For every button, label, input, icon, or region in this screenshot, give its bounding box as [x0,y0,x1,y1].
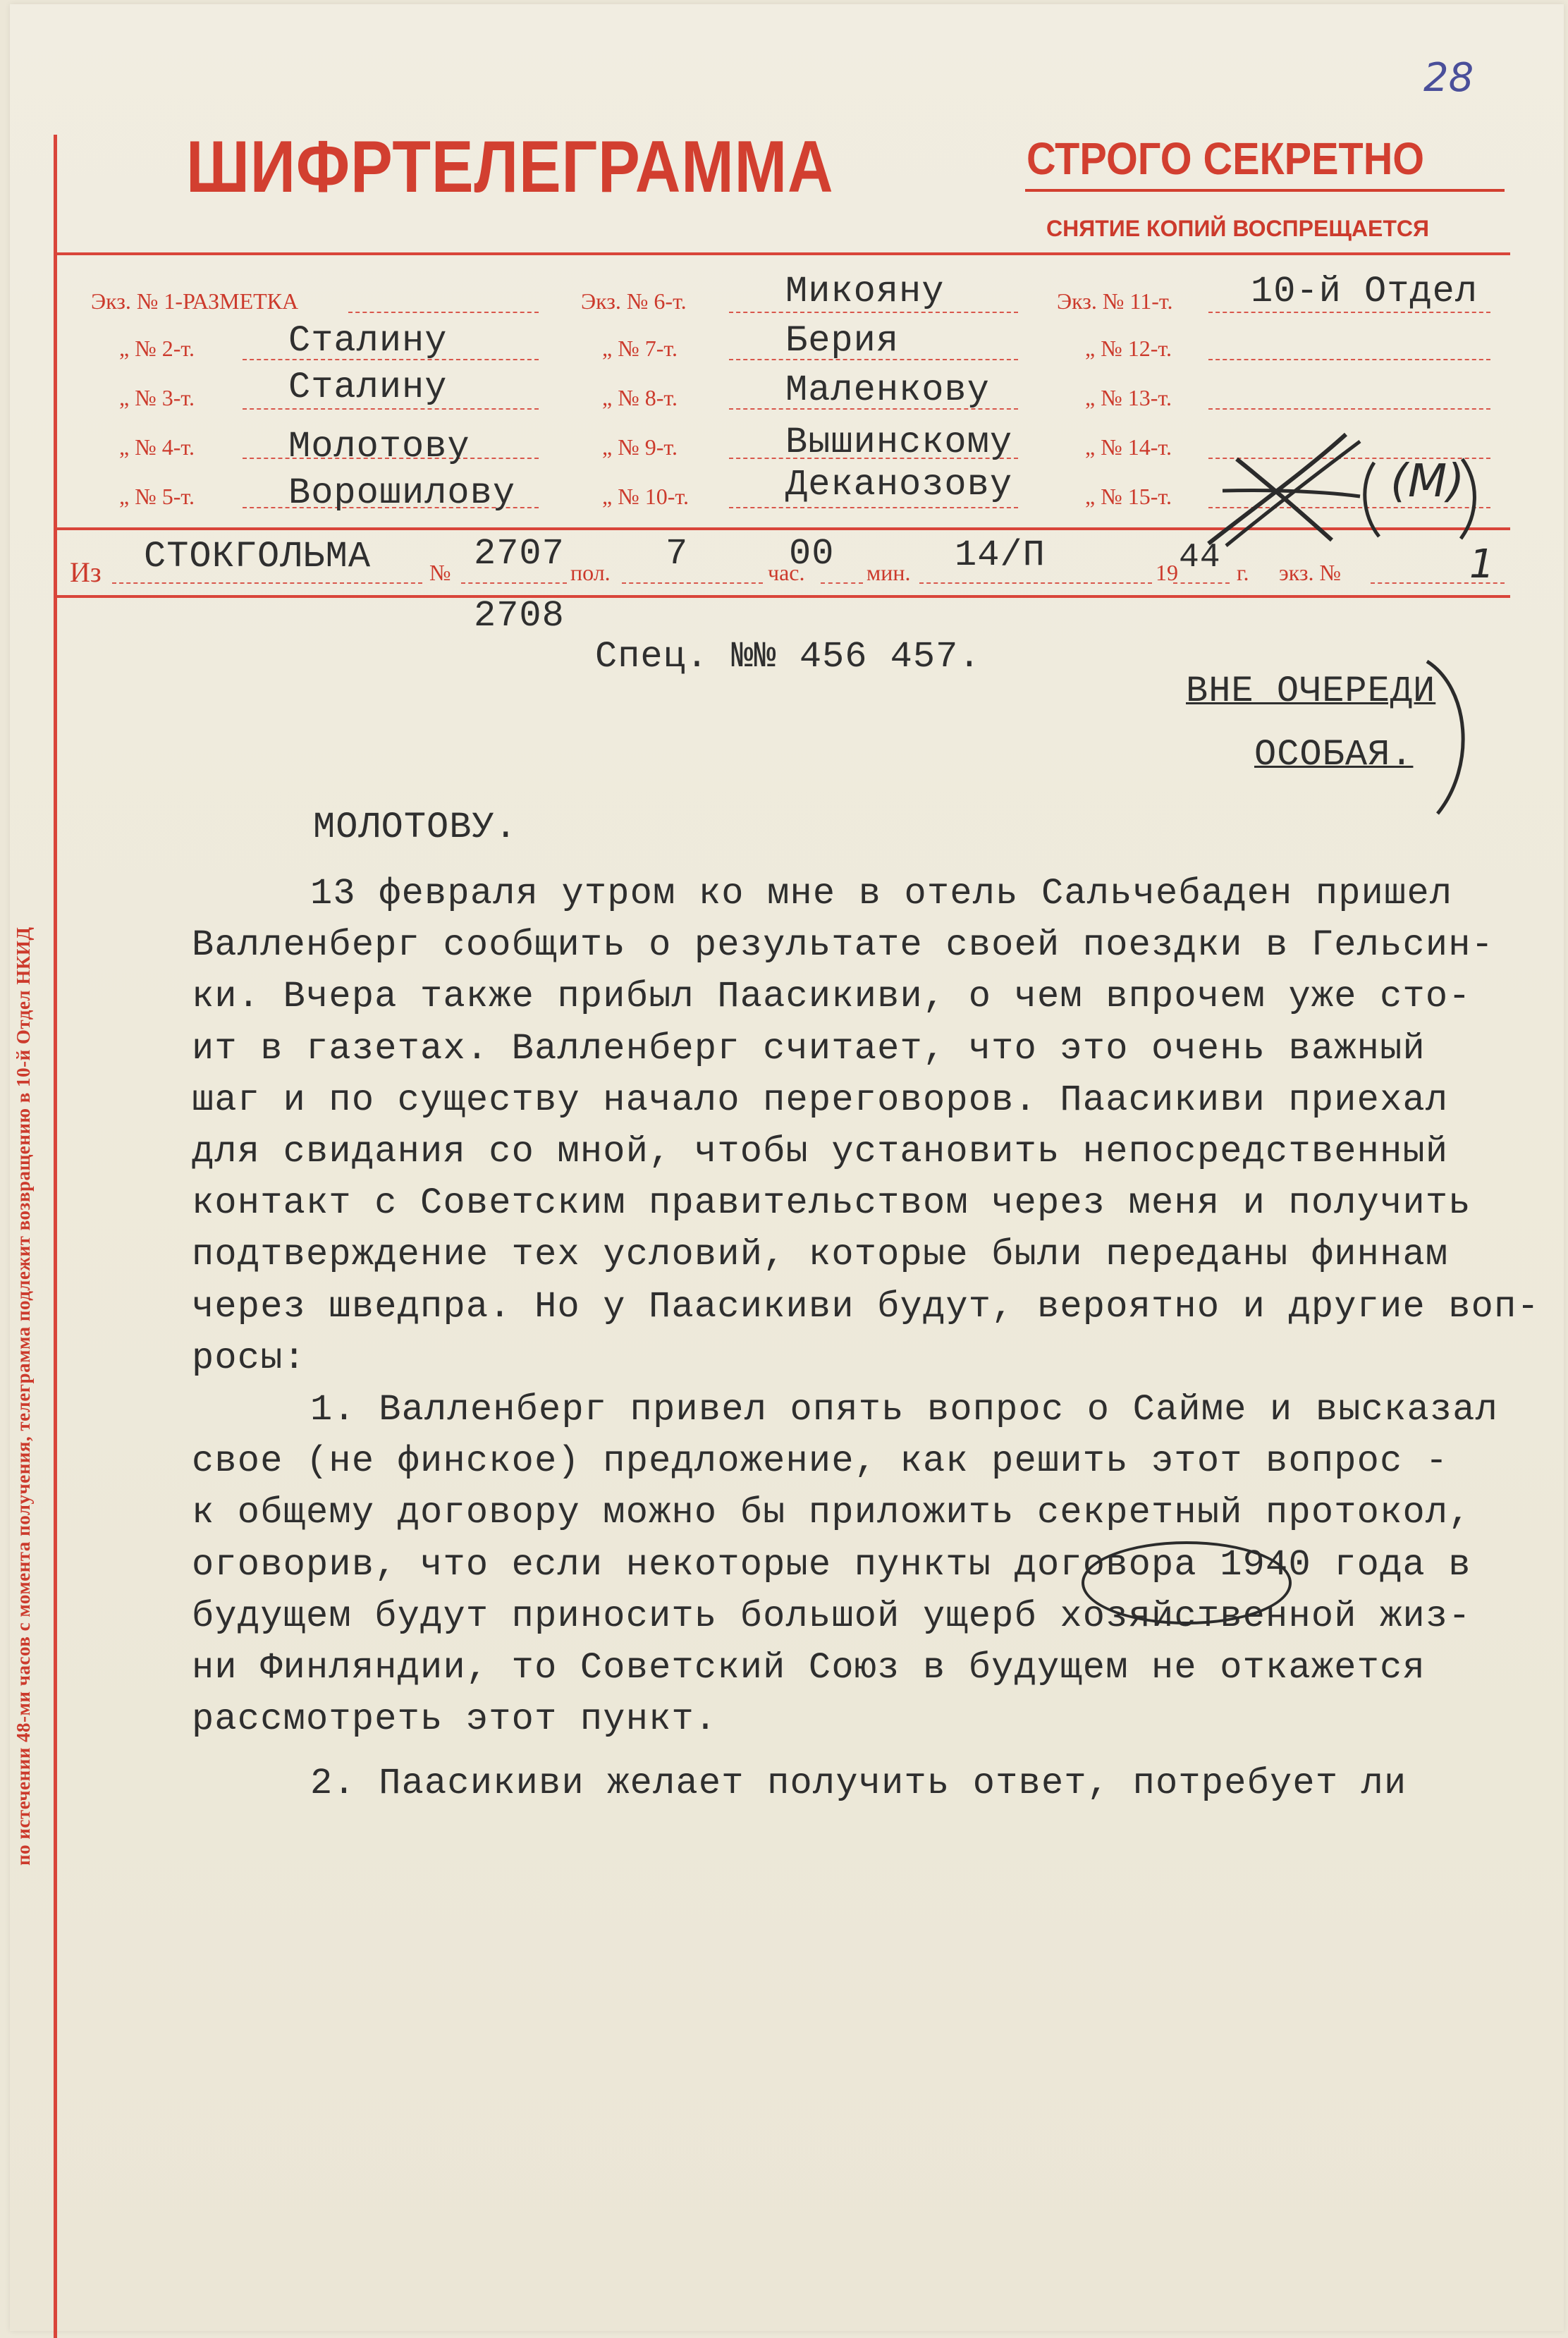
body-line: для свидания со мной, чтобы установить непосредственный [192,1131,1449,1173]
fill-line [348,312,539,313]
body-line: рассмотреть этот пункт. [192,1699,718,1741]
body-line: будущем будут приносить большой ущерб хозяйственной жиз- [192,1595,1471,1637]
margin-return-notice: по истечении 48-ми часов с момента получения, телеграмма подлежит возвращению в 10-й Отдел НКИД [13,926,34,1866]
copy-label: „ № 2-т. [119,336,195,361]
year-value: 44 [1179,539,1221,577]
telegram-body [192,868,1540,1810]
copy-label: „ № 12-т. [1085,336,1172,361]
recipient: Ворошилову [288,472,516,514]
handwritten-bracket-icon [1420,653,1483,822]
body-line: ит в газетах. Валленберг считает, что это очень важный [192,1027,1426,1070]
recipient: Вышинскому [785,422,1013,463]
copy-label: „ № 5-т. [119,484,195,509]
fill-line [243,408,539,410]
recipient: Маленкову [785,369,990,411]
copy-prohibited-notice: СНЯТИЕ КОПИЙ ВОСПРЕЩАЕТСЯ [1046,216,1430,241]
fill-line [1173,582,1230,584]
copy-label: Экз. № 1-РАЗМЕТКА [91,288,299,314]
body-line: росы: [192,1337,307,1379]
body-line: через шведпра. Но у Паасикиви будут, вероятно и другие воп- [192,1285,1540,1328]
handwritten-mark: (М) [1390,455,1465,508]
body-line: к общему договору можно бы приложить секретный протокол, [192,1492,1471,1534]
from-label: Из [70,556,102,588]
telegram-sheet [10,4,1564,2331]
body-line: шаг и по существу начало переговоров. Паасикиви приехал [192,1079,1449,1121]
copy-label: Экз. № 6-т. [581,288,687,314]
fill-line [919,582,1152,584]
header-rule [54,252,1510,255]
body-line: ки. Вчера также прибыл Паасикиви, о чем впрочем уже сто- [192,976,1471,1018]
page-number: 28 [1423,55,1474,101]
priority-line-2: ОСОБАЯ. [1254,734,1414,776]
body-line: 13 февраля утром ко мне в отель Сальчебаден пришел [310,873,1453,914]
body-addressee: МОЛОТОВУ. [313,807,517,848]
telegram-number: 2707 [474,533,565,575]
handwritten-circle [1082,1541,1292,1624]
recipient: Молотову [288,426,470,467]
year-prefix: 19 [1156,560,1178,585]
body-line: оговорив, что если некоторые пункты договора 1940 года в [192,1543,1471,1586]
copy-label: „ № 10-т. [602,484,689,509]
origin-rule [54,595,1510,598]
received-label: пол. [570,560,611,585]
body-line: подтверждение тех условий, которые были переданы финнам [192,1234,1449,1276]
secrecy-underline [1025,189,1505,192]
recipient: Сталину [288,320,448,362]
recipient: Берия [785,320,900,362]
copy-label: „ № 7-т. [602,336,678,361]
fill-line [1208,359,1490,360]
fill-line [729,507,1018,508]
recipient: Микояну [785,271,945,312]
date-value: 14/П [955,534,1046,576]
minutes-label: мин. [866,560,911,585]
copy-number-value: 1 [1469,541,1495,587]
body-line: свое (не финское) предложение, как решить этот вопрос - [192,1440,1449,1483]
body-line: 2. Паасикиви желает получить ответ, потребует ли [310,1763,1407,1805]
recipient: Сталину [288,367,448,408]
copy-number-label: экз. № [1279,560,1342,585]
origin-city: СТОКГОЛЬМА [144,536,372,577]
copy-label: „ № 8-т. [602,385,678,410]
hours-value: 7 [666,533,689,575]
left-margin-rule [54,135,57,2338]
copy-label: Экз. № 11-т. [1057,288,1173,314]
priority-line-1: ВНЕ ОЧЕРЕДИ [1186,671,1436,712]
copy-label: „ № 4-т. [119,434,195,460]
fill-line [112,582,422,584]
year-label: г. [1237,560,1249,585]
copy-label: „ № 3-т. [119,385,195,410]
body-line: 1. Валленберг привел опять вопрос о Сайме и высказал [310,1389,1499,1431]
fill-line [821,582,863,584]
copy-label: „ № 13-т. [1085,385,1172,410]
minutes-value: 00 [789,533,835,575]
number-label: № [429,560,451,585]
document-title: ШИФРТЕЛЕГРАММА [186,126,834,208]
fill-line [1208,408,1490,410]
copy-label: „ № 9-т. [602,434,678,460]
copy-label: „ № 14-т. [1085,434,1172,460]
special-numbers: Спец. №№ 456 457. [595,636,981,678]
recipient: Деканозову [785,464,1013,506]
telegram-number-second: 2708 [474,595,565,637]
recipient: 10-й Отдел [1251,271,1478,312]
copy-label: „ № 15-т. [1085,484,1172,509]
body-line: ни Финляндии, то Советский Союз в будущем не откажется [192,1647,1426,1689]
secrecy-stamp: СТРОГО СЕКРЕТНО [1027,133,1425,184]
hours-label: час. [768,560,805,585]
fill-line [461,582,567,584]
fill-line [622,582,763,584]
body-line: контакт с Советским правительством через меня и получить [192,1182,1471,1225]
body-line: Валленберг сообщить о результате своей поездки в Гельсин- [192,924,1495,967]
